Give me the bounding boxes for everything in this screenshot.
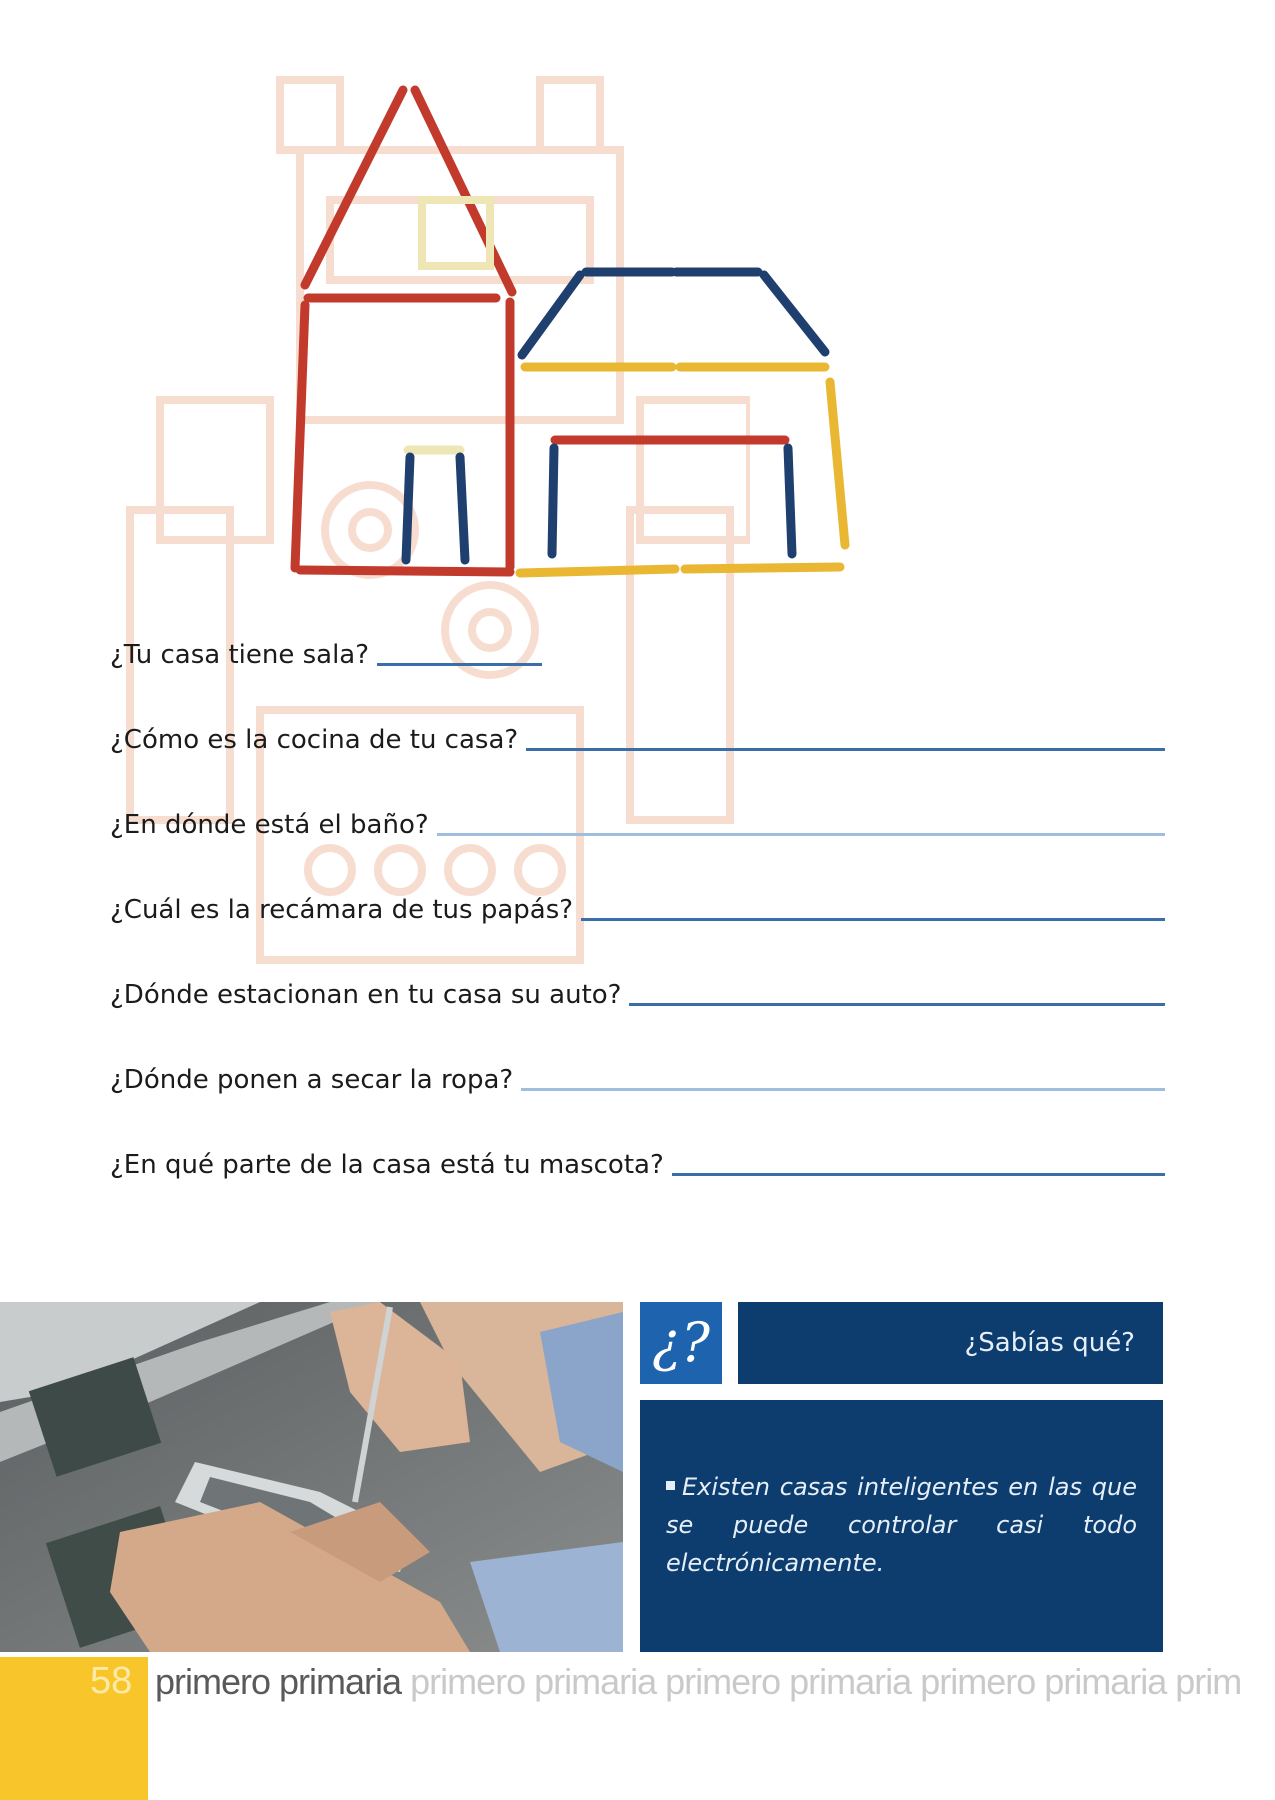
answer-line[interactable] [629, 1003, 1165, 1006]
page-number: 58 [90, 1660, 133, 1702]
footer-strip [155, 1661, 1241, 1703]
question-row [110, 630, 1165, 670]
question-row [110, 885, 1165, 925]
question-text: ¿Cómo es la cocina de tu casa? [110, 725, 519, 755]
small-house-walls [520, 367, 845, 573]
answer-line[interactable] [526, 748, 1165, 751]
fact-text: Existen casas inteligentes en las que se puede controlar casi todo electrónicamente. [666, 1473, 1137, 1577]
bullet-icon [666, 1481, 675, 1490]
question-text: ¿En dónde está el baño? [110, 810, 429, 840]
question-row [110, 800, 1165, 840]
big-house-roof [305, 90, 512, 292]
question-marks-icon-box [640, 1302, 722, 1384]
answer-line[interactable] [521, 1088, 1165, 1091]
question-row [110, 1055, 1165, 1095]
matchstick-house-illustration [260, 70, 1000, 590]
did-you-know-body [640, 1400, 1163, 1652]
footer-grade-label: primero primaria [155, 1661, 402, 1702]
question-text: ¿Dónde ponen a secar la ropa? [110, 1065, 514, 1095]
question-text: ¿En qué parte de la casa está tu mascota? [110, 1150, 664, 1180]
question-text: ¿Cuál es la recámara de tus papás? [110, 895, 574, 925]
big-house-door [406, 450, 465, 560]
answer-line[interactable] [672, 1173, 1165, 1176]
question-text: ¿Dónde estacionan en tu casa su auto? [110, 980, 622, 1010]
big-house-walls [295, 298, 510, 572]
question-text: ¿Tu casa tiene sala? [110, 640, 370, 670]
footer-grade-repeat: primero primaria primero primaria primero primaria prim [410, 1661, 1242, 1702]
hands-pda-photo [0, 1302, 623, 1652]
answer-line[interactable] [437, 833, 1165, 836]
garage-door [552, 440, 792, 554]
question-row [110, 1140, 1165, 1180]
small-house-roof [522, 272, 825, 355]
question-marks-icon: ¿? [652, 1311, 710, 1374]
answer-line[interactable] [377, 663, 542, 666]
did-you-know-header [738, 1302, 1163, 1384]
did-you-know-title: ¿Sabías qué? [964, 1328, 1135, 1358]
answer-line[interactable] [581, 918, 1165, 921]
question-row [110, 970, 1165, 1010]
fact-item [666, 1468, 1137, 1582]
question-row [110, 715, 1165, 755]
